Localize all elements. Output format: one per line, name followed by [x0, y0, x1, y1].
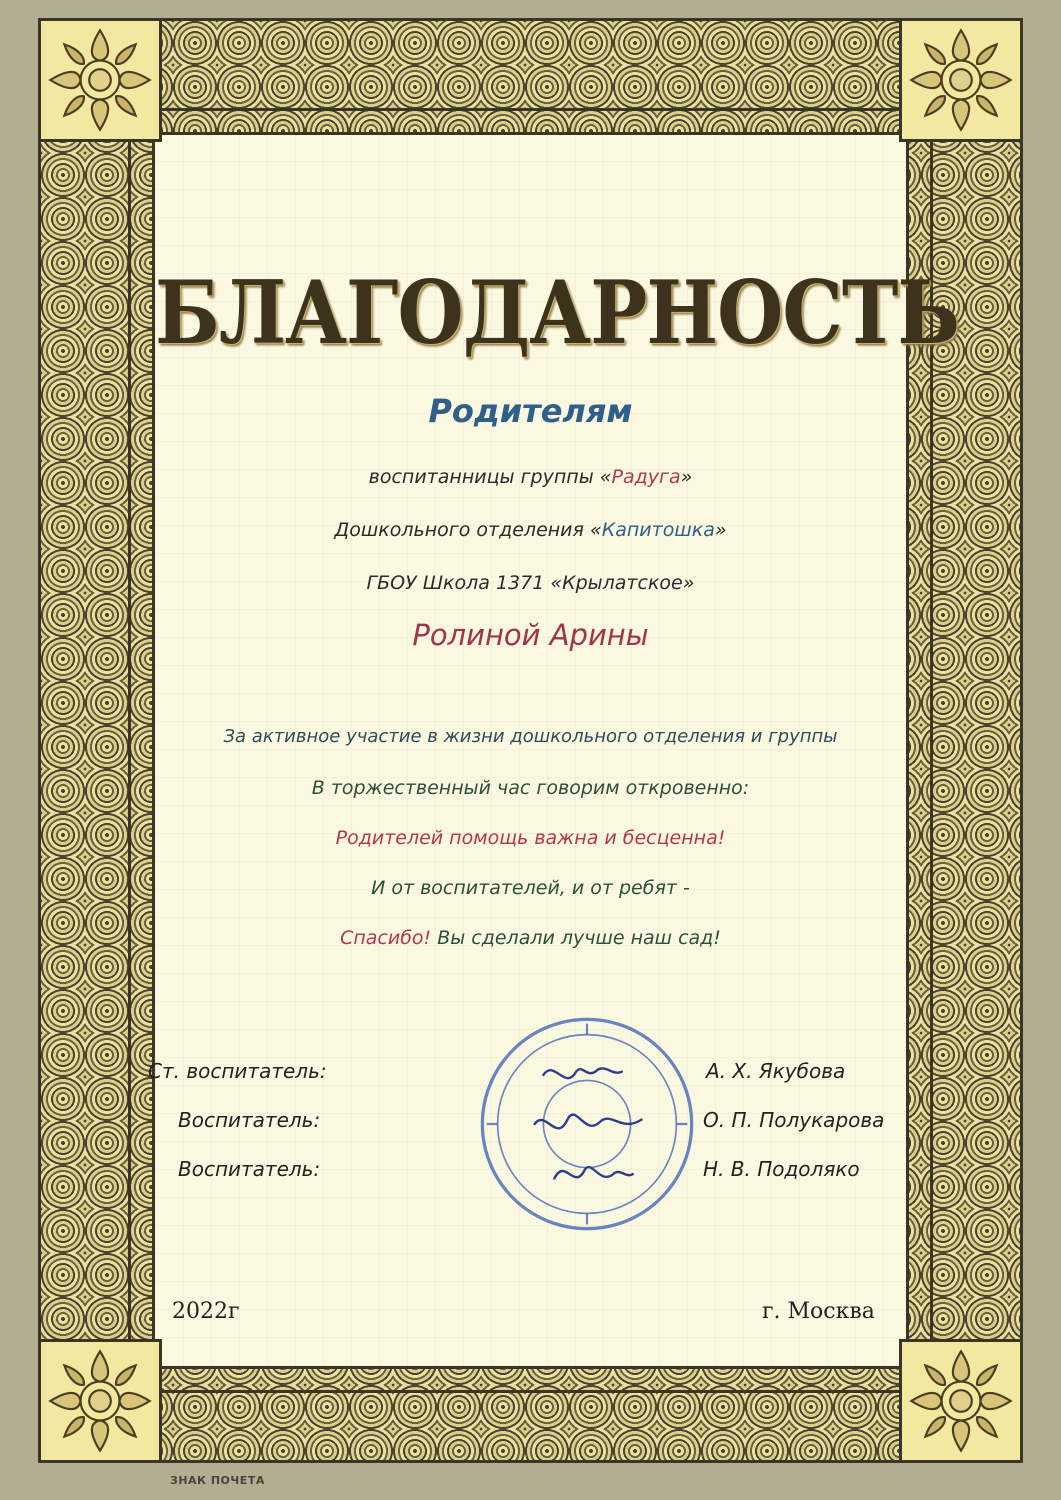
signature-name-teacher-2: Н. В. Подоляко — [703, 1157, 860, 1181]
department-line-suffix: » — [714, 519, 727, 541]
body-line-3: Родителей помощь важна и бесценна! — [335, 827, 726, 849]
recipient-name: Ролиной Арины — [412, 618, 649, 652]
body-line-2: В торжественный час говорим откровенно: — [311, 777, 750, 799]
department-line — [155, 519, 906, 541]
body-line-5 — [155, 927, 906, 949]
issue-city: г. Москва — [762, 1299, 875, 1324]
signature-role-senior: Ст. воспитатель: — [148, 1059, 327, 1083]
rosette-corner-icon — [899, 18, 1023, 142]
thanks-word: Спасибо! — [340, 927, 432, 949]
department-line-prefix: Дошкольного отделения « — [334, 519, 602, 541]
signature-name-senior: А. Х. Якубова — [706, 1059, 846, 1083]
official-stamp-icon — [478, 1015, 696, 1233]
issue-year: 2022г — [172, 1299, 240, 1324]
certificate-subtitle: Родителям — [428, 392, 633, 430]
department-name: Капитошка — [601, 519, 715, 541]
rosette-corner-icon — [899, 1339, 1023, 1463]
certificate-title: БЛАГОДАРНОСТЬ — [155, 261, 960, 364]
signature-role-teacher-2: Воспитатель: — [178, 1157, 321, 1181]
signature-role-teacher-1: Воспитатель: — [178, 1108, 321, 1132]
signature-name-teacher-1: О. П. Полукарова — [703, 1108, 885, 1132]
group-line-suffix: » — [680, 466, 693, 488]
body-line-4: И от воспитателей, и от ребят - — [371, 877, 690, 899]
group-name: Радуга — [611, 466, 681, 488]
school-line: ГБОУ Школа 1371 «Крылатское» — [366, 572, 695, 594]
group-line — [155, 466, 906, 488]
body-line-5-rest: Вы сделали лучше наш сад! — [431, 927, 721, 949]
body-line-1: За активное участие в жизни дошкольного отделения и группы — [223, 726, 838, 747]
rosette-corner-icon — [38, 18, 162, 142]
group-line-prefix: воспитанницы группы « — [368, 466, 612, 488]
publisher-mark: ЗНАК ПОЧЕТА — [170, 1474, 265, 1487]
rosette-corner-icon — [38, 1339, 162, 1463]
